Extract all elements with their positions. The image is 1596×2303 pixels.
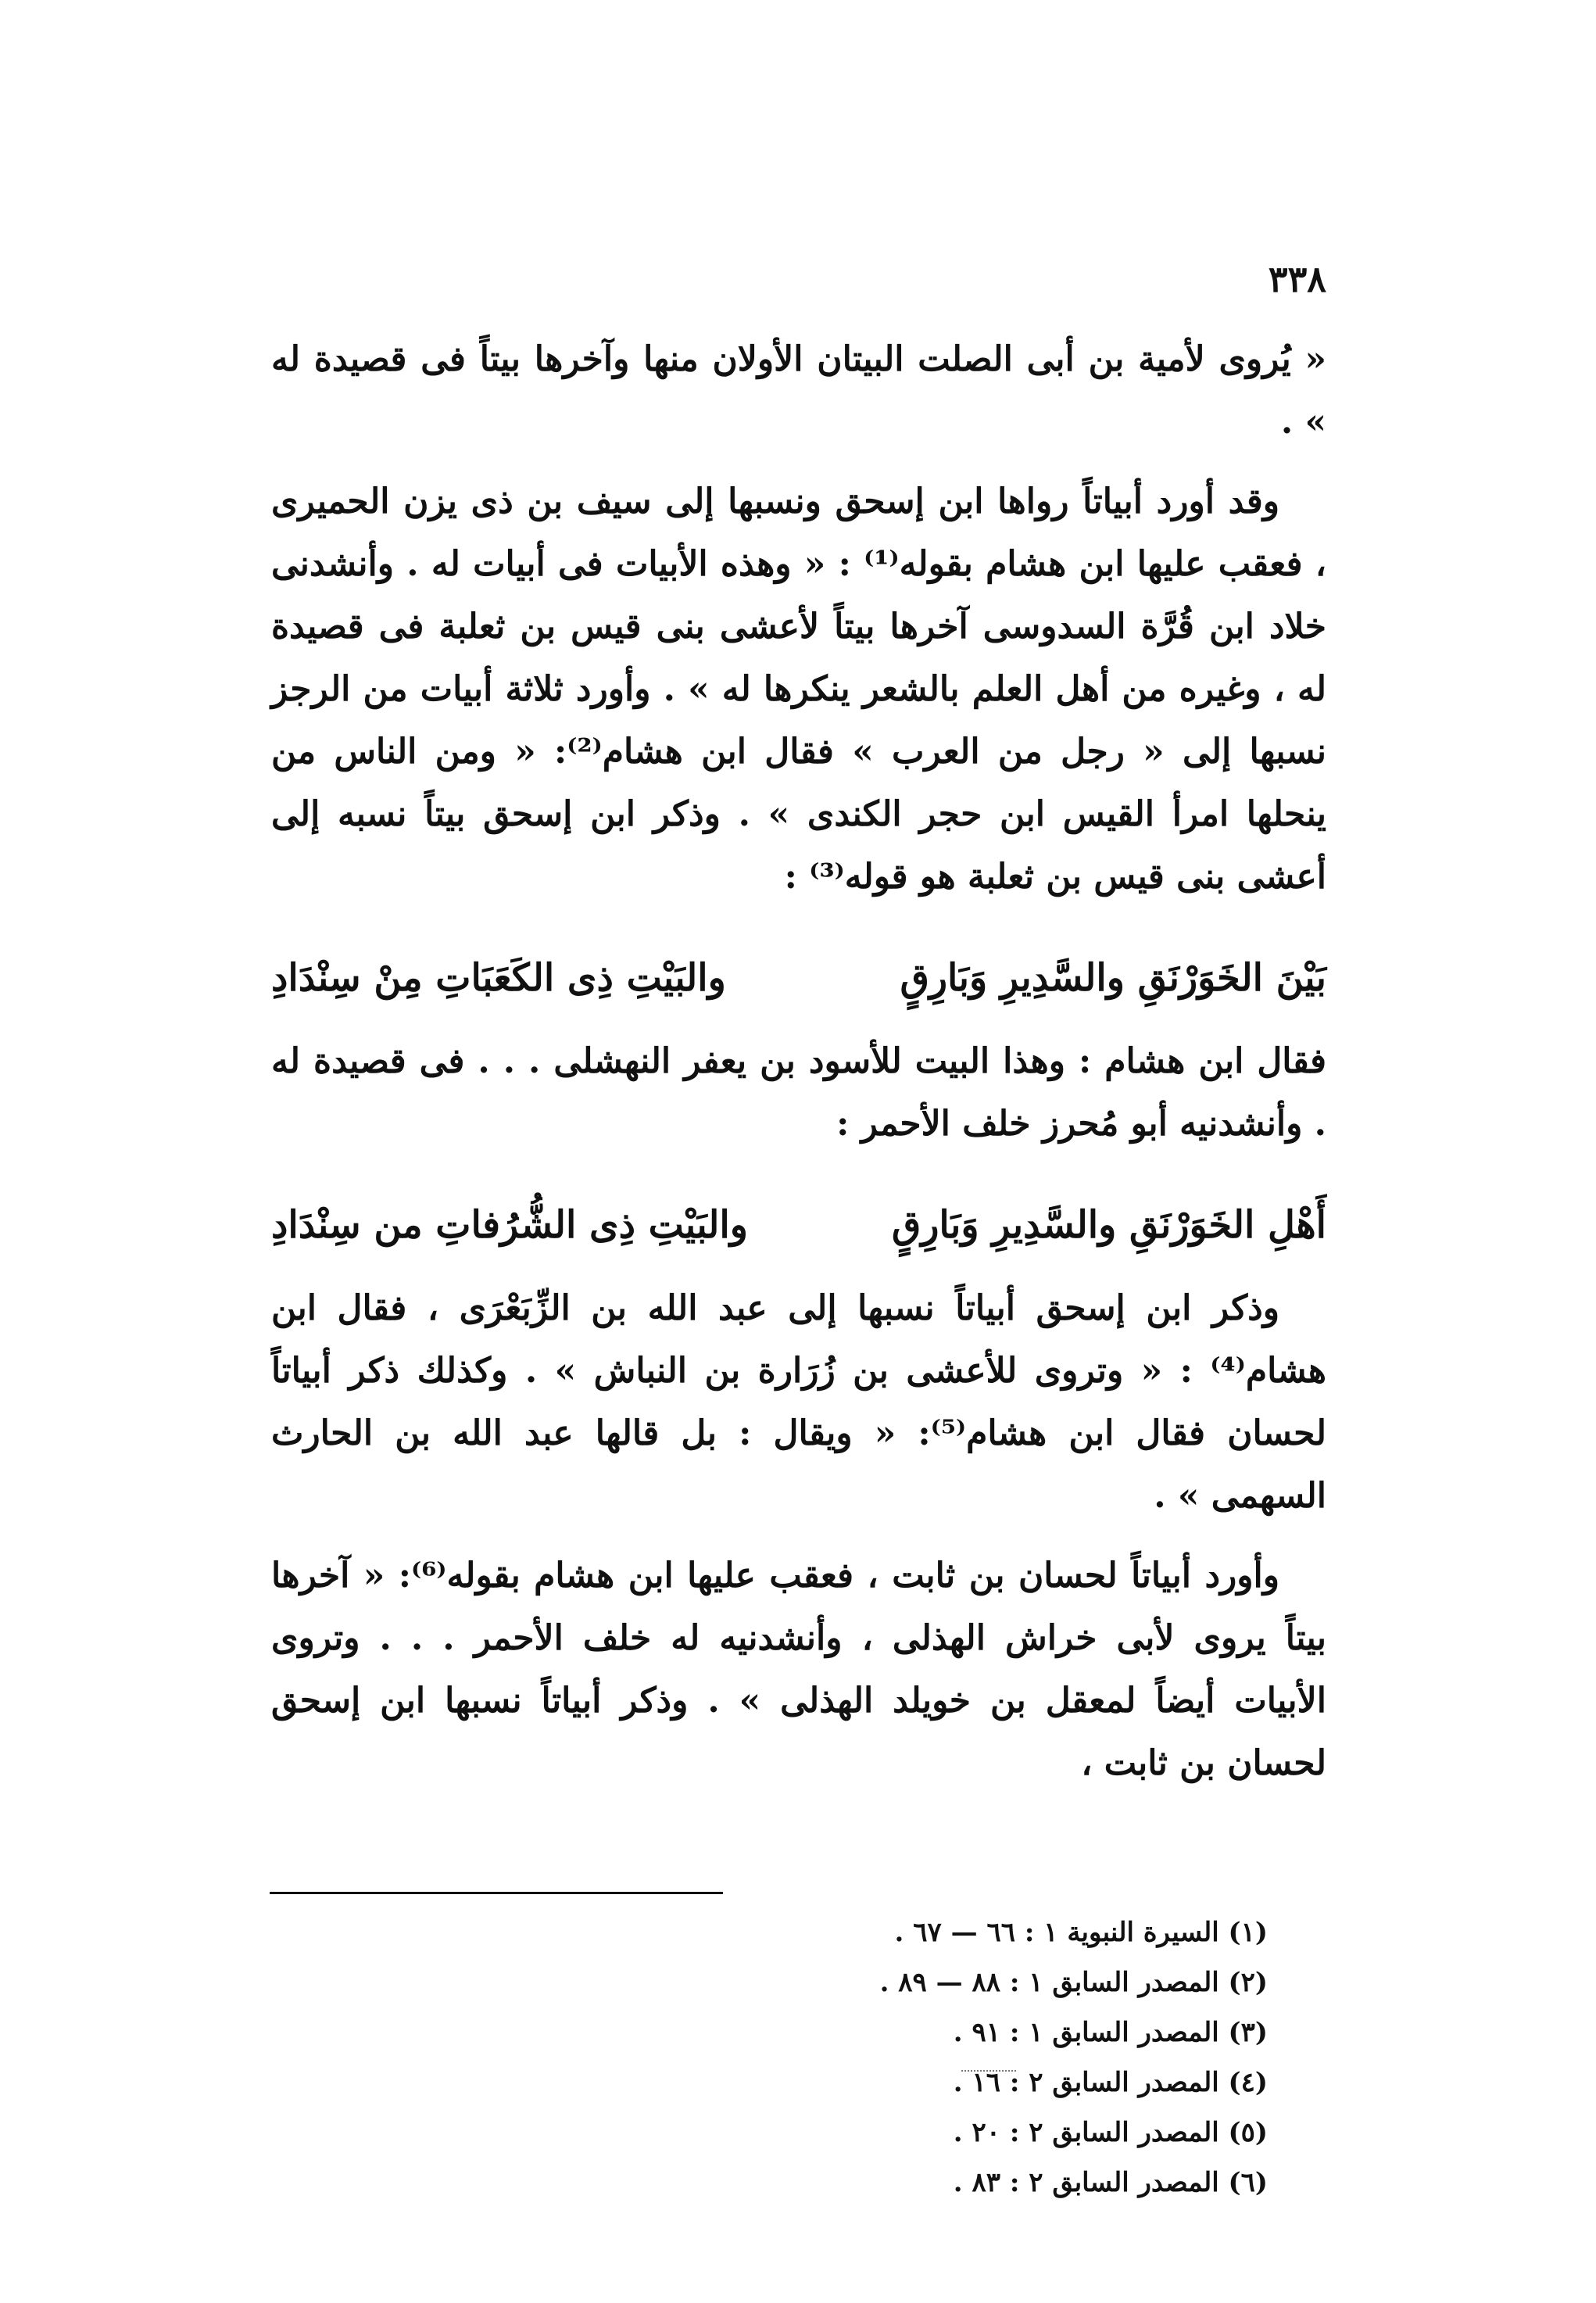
verse-1-second-hemistich: والبَيْتِ ذِى الكَعَبَاتِ مِنْ سِنْدَادِ [271,956,726,1000]
paragraph-hassan-ibn-thabit: وأورد أبياتاً لحسان بن ثابت ، فعقب عليها ابن هشام بقوله⁽⁶⁾: « آخرها بيتاً يروى لأبى خراش الهذلى ، وأنشدنيه له خلف الأحمر . . . وتروى الأبيات أيضاً لمعقل بن خويلد الهذلى » . وذكر أبياتاً نسبها ابن إسحق لحسان بن ثابت ، [271,1556,1326,1783]
paragraph-sayf-ibn-dhi-yazan: وقد أورد أبياتاً رواها ابن إسحق ونسبها إلى سيف بن ذى يزن الحميرى ، فعقب عليها ابن هشام بقوله⁽¹⁾ : « وهذه الأبيات فى أبيات له . وأنشدنى خلاد ابن قُرَّة السدوسى آخرها بيتاً لأعشى بنى قيس بن ثعلبة فى قصيدة له ، وغيره من أهل العلم بالشعر ينكرها له » . وأورد ثلاثة أبيات من الرجز نسبها إلى « رجل من العرب » فقال ابن هشام⁽²⁾: « ومن الناس من ينحلها امرأ القيس ابن حجر الكندى » . وذكر ابن إسحق بيتاً نسبه إلى أعشى بنى قيس بن ثعلبة هو قوله⁽³⁾ : [271,482,1326,897]
verse-2-second-hemistich: والبَيْتِ ذِى الشُّرُفاتِ من سِنْدَادِ [271,1203,748,1247]
verse-2 [271,1190,1326,1260]
footnote-1: (١) السيرة النبوية ١ : ٦٦ — ٦٧ . [894,1917,1268,1948]
footnote-2: (٢) المصدر السابق ١ : ٨٨ — ٨٩ . [879,1967,1268,1998]
scan-speck [961,2070,1016,2075]
footnote-5: (٥) المصدر السابق ٢ : ٢٠ . [953,2117,1268,2148]
verse-2-first-hemistich: أَهْلِ الخَوَرْنَقِ والسَّدِيرِ وَبَارِقٍ [891,1203,1326,1247]
paragraph-ibn-al-zibara: وذكر ابن إسحق أبياتاً نسبها إلى عبد الله بن الزِّبَعْرَى ، فقال ابن هشام⁽⁴⁾ : « وتروى للأعشى بن زُرَارة بن النباش » . وكذلك ذكر أبياتاً لحسان فقال ابن هشام⁽⁵⁾: « ويقال : بل قالها عبد الله بن الحارث السهمى » . [271,1288,1326,1516]
footnote-6: (٦) المصدر السابق ٢ : ٨٣ . [953,2167,1268,2198]
main-text [271,328,1326,1795]
verse-1-first-hemistich: بَيْنَ الخَوَرْنَقِ والسَّدِيرِ وَبَارِقٍ [900,956,1326,1000]
paragraph-ibn-hisham-comment: فقال ابن هشام : وهذا البيت للأسود بن يعفر النهشلى . . . فى قصيدة له . وأنشدنيه أبو مُحرز خلف الأحمر : [271,1041,1326,1144]
verse-1 [271,943,1326,1013]
paragraph-quote-umayya: « يُروى لأمية بن أبى الصلت البيتان الأولان منها وآخرها بيتاً فى قصيدة له » . [271,339,1326,442]
footnote-divider [270,1892,723,1894]
page-number: ٣٣٨ [1268,258,1326,300]
footnote-3: (٣) المصدر السابق ١ : ٩١ . [953,2017,1268,2048]
footnotes [721,1907,1268,2208]
footnote-4: (٤) المصدر السابق ٢ : ١٦ . [953,2067,1268,2098]
